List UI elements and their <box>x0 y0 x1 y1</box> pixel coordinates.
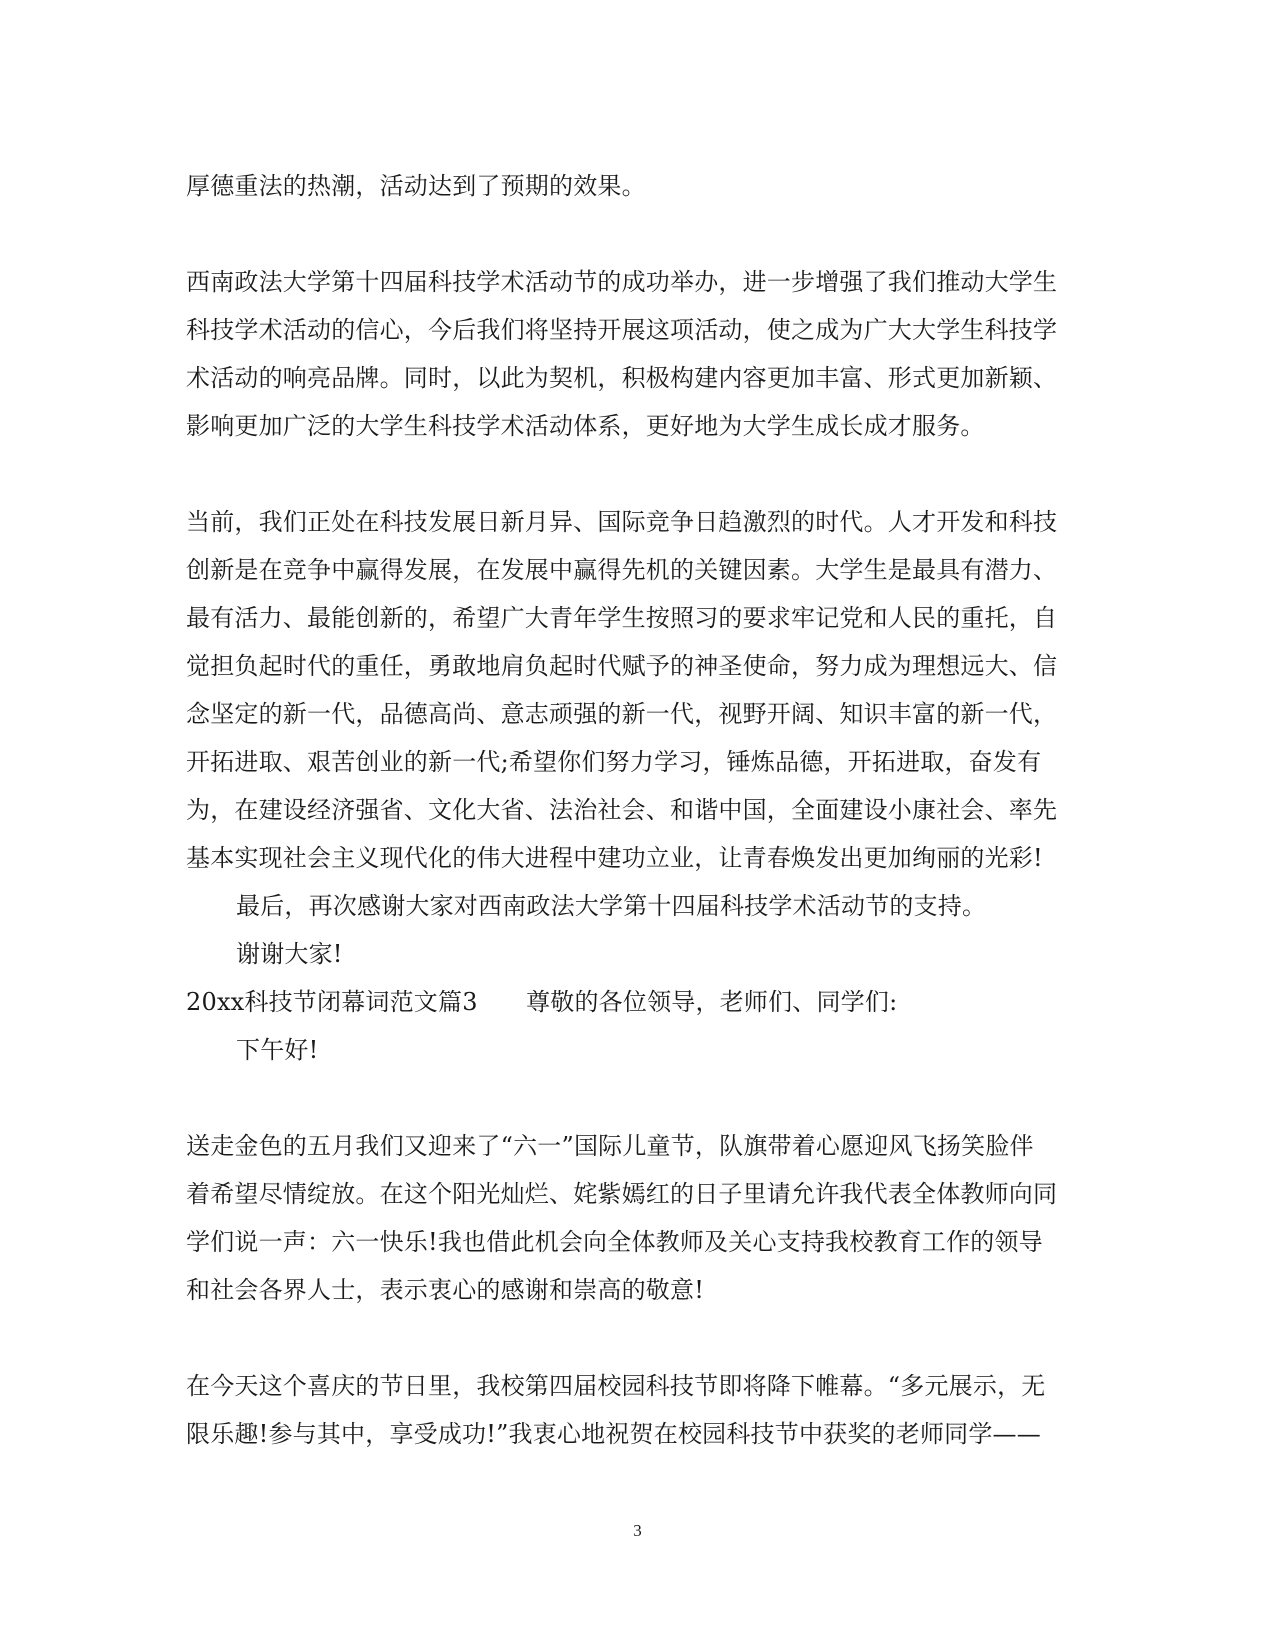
paragraph-line: 和社会各界人士，表示衷心的感谢和崇高的敬意! <box>186 1276 705 1304</box>
paragraph-line: 当前，我们正处在科技发展日新月异、国际竞争日趋激烈的时代。人才开发和科技 <box>186 508 1058 536</box>
greeting-line: 下午好! <box>236 1036 319 1064</box>
paragraph-line: 开拓进取、艰苦创业的新一代;希望你们努力学习，锤炼品德，开拓进取，奋发有 <box>186 748 1042 776</box>
paragraph-gap <box>186 1074 1086 1122</box>
paragraph-line: 西南政法大学第十四届科技学术活动节的成功举办，进一步增强了我们推动大学生 <box>186 268 1058 296</box>
page-number: 3 <box>633 1521 642 1540</box>
paragraph-line: 基本实现社会主义现代化的伟大进程中建功立业，让青春焕发出更加绚丽的光彩! <box>186 844 1043 872</box>
indented-line: 谢谢大家! <box>236 940 343 968</box>
paragraph-line: 送走金色的五月我们又迎来了“六一”国际儿童节，队旗带着心愿迎风飞扬笑脸伴 <box>186 1132 1034 1160</box>
paragraph-line: 觉担负起时代的重任，勇敢地肩负起时代赋予的神圣使命，努力成为理想远大、信 <box>186 652 1058 680</box>
paragraph-gap <box>186 1314 1086 1362</box>
paragraph-line: 在今天这个喜庆的节日里，我校第四届校园科技节即将降下帷幕。“多元展示，无 <box>186 1372 1046 1400</box>
paragraph-gap <box>186 450 1086 498</box>
paragraph-line: 影响更加广泛的大学生科技学术活动体系，更好地为大学生成长成才服务。 <box>186 412 985 440</box>
document-body <box>186 162 1086 1458</box>
paragraph-line: 着希望尽情绽放。在这个阳光灿烂、姹紫嫣红的日子里请允许我代表全体教师向同 <box>186 1180 1058 1208</box>
paragraph-line: 限乐趣!参与其中，享受成功!”我衷心地祝贺在校园科技节中获奖的老师同学—— <box>186 1420 1041 1448</box>
paragraph-line: 为，在建设经济强省、文化大省、法治社会、和谐中国，全面建设小康社会、率先 <box>186 796 1058 824</box>
paragraph-line: 最有活力、最能创新的，希望广大青年学生按照习的要求牢记党和人民的重托，自 <box>186 604 1058 632</box>
indented-line: 最后，再次感谢大家对西南政法大学第十四届科技学术活动节的支持。 <box>236 892 987 920</box>
section-heading-line: 20xx科技节闭幕词范文篇3 尊敬的各位领导，老师们、同学们: <box>186 988 898 1016</box>
paragraph-gap <box>186 210 1086 258</box>
paragraph-line: 念坚定的新一代，品德高尚、意志顽强的新一代，视野开阔、知识丰富的新一代， <box>186 700 1058 728</box>
paragraph-line: 厚德重法的热潮，活动达到了预期的效果。 <box>186 172 646 200</box>
paragraph-line: 学们说一声：六一快乐!我也借此机会向全体教师及关心支持我校教育工作的领导 <box>186 1228 1043 1256</box>
paragraph-line: 创新是在竞争中赢得发展，在发展中赢得先机的关键因素。大学生是最具有潜力、 <box>186 556 1058 584</box>
paragraph-line: 术活动的响亮品牌。同时，以此为契机，积极构建内容更加丰富、形式更加新颖、 <box>186 364 1058 392</box>
paragraph-line: 科技学术活动的信心，今后我们将坚持开展这项活动，使之成为广大大学生科技学 <box>186 316 1058 344</box>
